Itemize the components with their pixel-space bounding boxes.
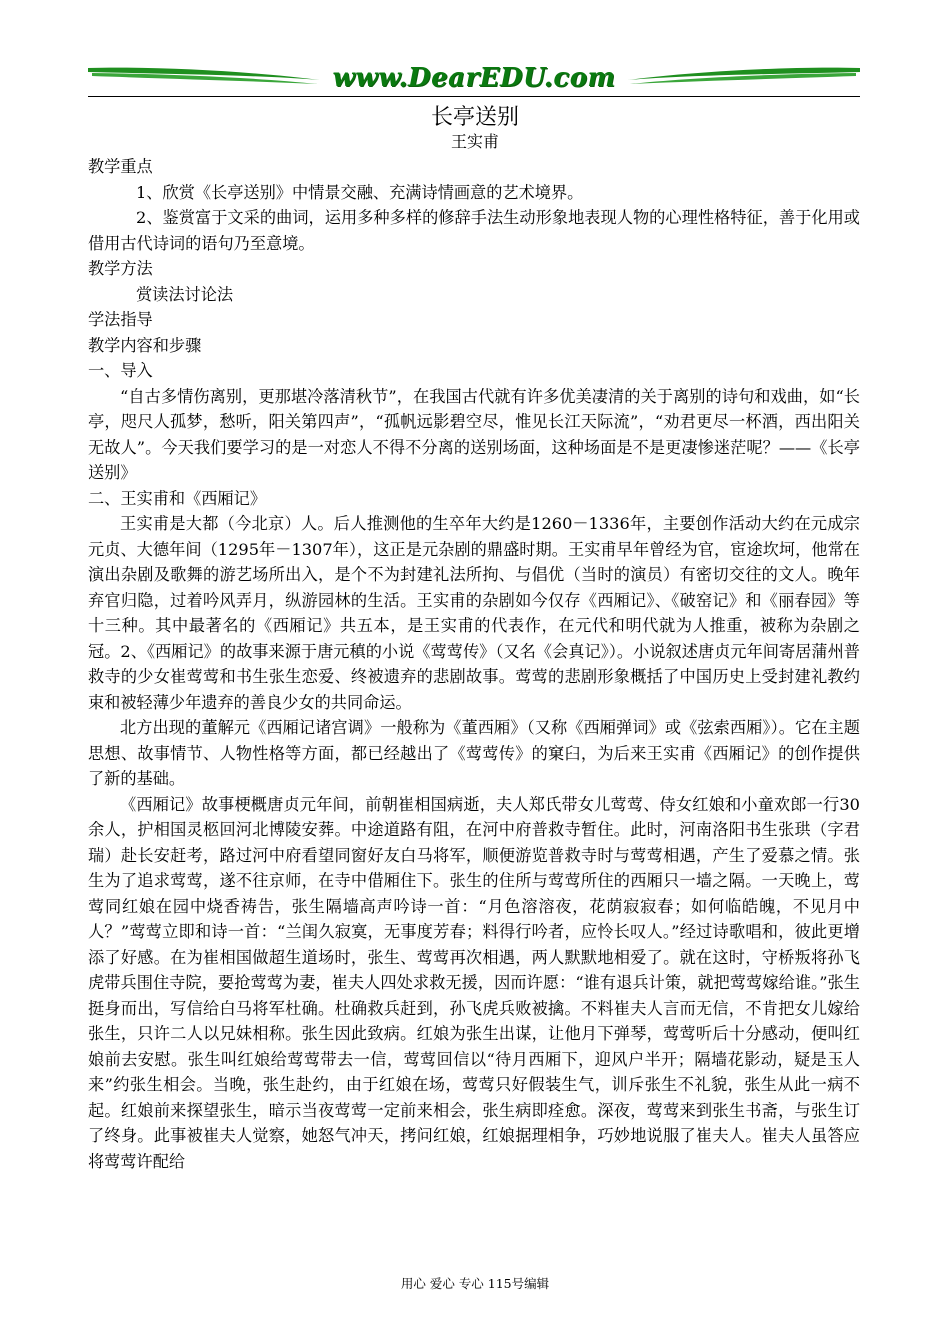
focus-item-2: 2、鉴赏富于文采的曲词，运用多种多样的修辞手法生动形象地表现人物的心理性格特征，善于化用或借用古代诗词的语句乃至意境。	[88, 208, 860, 253]
document-body	[88, 154, 860, 1174]
focus-item-1: 1、欣赏《长亭送别》中情景交融、充满诗情画意的艺术境界。	[136, 182, 584, 202]
intro-heading: 一、导入	[88, 361, 153, 380]
author-name: 王实甫	[450, 132, 499, 151]
method-heading: 教学方法	[88, 259, 153, 278]
author-paragraph: 王实甫是大都（今北京）人。后人推测他的生卒年大约是1260－1336年，主要创作活动大约在元成宗元贞、大德年间（1295年－1307年），这正是元杂剧的鼎盛时期。王实甫早年曾经为官，宦途坎坷，他常在演出杂剧及歌舞的游艺场所出入，是个不为封建礼法所拘、与倡优（当时的演员）有密切交往的文人。晚年弃官归隐，过着吟风弄月，纵游园林的生活。王实甫的杂剧如今仅存《西厢记》、《破窑记》和《丽春园》等十三种。其中最著名的《西厢记》共五本，是王实甫的代表作，在元代和明代就为人推重，被称为杂剧之冠。2、《西厢记》的故事来源于唐元稹的小说《莺莺传》（又名《会真记》）。小说叙述唐贞元年间寄居蒲州普救寺的少女崔莺莺和书生张生恋爱、终被遗弃的悲剧故事。莺莺的悲剧形象概括了中国历史上受封建礼教约束和被轻薄少年遗弃的善良少女的共同命运。	[88, 514, 860, 712]
dong-xixiang-paragraph: 北方出现的董解元《西厢记诸宫调》一般称为《董西厢》（又称《西厢弹词》或《弦索西厢》）。它在主题思想、故事情节、人物性格等方面，都已经越出了《莺莺传》的窠臼，为后来王实甫《西厢记》的创作提供了新的基础。	[88, 718, 860, 788]
site-banner	[88, 60, 860, 100]
page-footer: 用心 爱心 专心 115号编辑	[400, 1276, 550, 1291]
site-logo-text: www.DearEDU.com	[332, 63, 616, 93]
intro-paragraph: “自古多情伤离别，更那堪冷落清秋节”，在我国古代就有许多优美凄清的关于离别的诗句和戏曲，如“长亭，咫尺人孤梦，愁听，阳关第四声”，“孤帆远影碧空尽，惟见长江天际流”，“劝君更尽一杯酒，西出阳关无故人”。今天我们要学习的是一对恋人不得不分离的送别场面，这种场面是不是更凄惨迷茫呢？——《长亭送别》	[88, 386, 860, 482]
method-text: 赏读法讨论法	[136, 284, 234, 304]
header-rule	[88, 96, 860, 97]
steps-heading: 教学内容和步骤	[88, 335, 202, 355]
guide-heading: 学法指导	[88, 310, 153, 329]
focus-heading: 教学重点	[88, 157, 153, 176]
part2-heading: 二、王实甫和《西厢记》	[88, 488, 267, 508]
plot-paragraph: 《西厢记》故事梗概唐贞元年间，前朝崔相国病逝，夫人郑氏带女儿莺莺、侍女红娘和小童欢郎一行30余人，护相国灵柩回河北博陵安葬。中途道路有阻，在河中府普救寺暂住。此时，河南洛阳书生张珙（字君瑞）赴长安赶考，路过河中府看望同窗好友白马将军，顺便游览普救寺时与莺莺相遇，产生了爱慕之情。张生为了追求莺莺，遂不往京师，在寺中借厢住下。张生的住所与莺莺所住的西厢只一墙之隔。一天晚上，莺莺同红娘在园中烧香祷告，张生隔墙高声吟诗一首：“月色溶溶夜，花荫寂寂春；如何临皓魄，不见月中人？”莺莺立即和诗一首：“兰闺久寂寞，无事度芳春；料得行吟者，应怜长叹人。”经过诗歌唱和，彼此更增添了好感。在为崔相国做超生道场时，张生、莺莺再次相遇，两人默默地相爱了。就在这时，守桥叛将孙飞虎带兵围住寺院，要抢莺莺为妻，崔夫人四处求救无援，因而许愿：“谁有退兵计策，就把莺莺嫁给谁。”张生挺身而出，写信给白马将军杜确。杜确救兵赶到，孙飞虎兵败被擒。不料崔夫人言而无信，不肯把女儿嫁给张生，只许二人以兄妹相称。张生因此致病。红娘为张生出谋，让他月下弹琴，莺莺听后十分感动，便叫红娘前去安慰。张生叫红娘给莺莺带去一信，莺莺回信以“待月西厢下，迎风户半开；隔墙花影动，疑是玉人来”约张生相会。当晚，张生赴约，由于红娘在场，莺莺只好假装生气，训斥张生不礼貌，张生从此一病不起。红娘前来探望张生，暗示当夜莺莺一定前来相会，张生病即痊愈。深夜，莺莺来到张生书斋，与张生订了终身。此事被崔夫人觉察，她怒气冲天，拷问红娘，红娘据理相争，巧妙地说服了崔夫人。崔夫人虽答应将莺莺许配给	[88, 794, 860, 1171]
page-title: 长亭送别	[430, 105, 519, 130]
